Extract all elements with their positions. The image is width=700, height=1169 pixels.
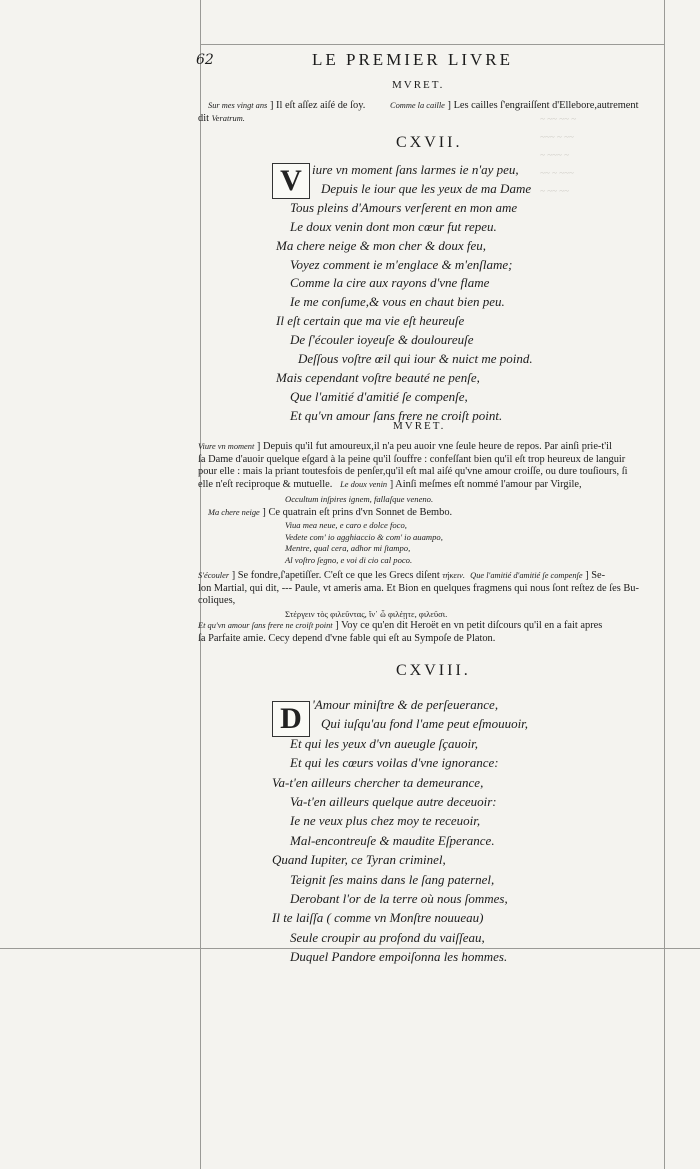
lemma: S'écouler [198, 571, 230, 580]
quotation [285, 520, 443, 566]
verse-line: Deſſous voſtre œil qui iour & nuict me poind. [298, 351, 533, 367]
verse-line: Derobant l'or de la terre où nous ſommes, [290, 891, 508, 907]
note-text: coliques, [198, 595, 236, 607]
verse-line: Il eſt certain que ma vie eſt heureuſe [276, 313, 465, 329]
verse-line: Ma chere neige & mon cher & doux feu, [276, 237, 486, 253]
ornamental-initial: V [272, 163, 310, 199]
verse-line: Seule croupir au profond du vaiſſeau, [290, 929, 485, 945]
quote-line: Mentre, qual cera, adhor mi ſtampo, [285, 543, 411, 554]
quote-line: Viua mea neue, e caro e dolce foco, [285, 520, 407, 530]
verse-line: Va-t'en ailleurs quelque autre deceuoir: [290, 794, 497, 810]
commentary-heading: MVRET. [393, 420, 446, 432]
page-frame-top [200, 44, 664, 45]
note-text: elle n'eſt reciproque & mutuelle. [198, 479, 333, 491]
lemma: Le doux venin [340, 480, 388, 490]
running-head: LE PREMIER LIVRE [312, 50, 513, 69]
note-text: ] Se- [585, 570, 606, 581]
sonnet-verse [272, 695, 529, 967]
verse-line: Voyez comment ie m'englace & m'enſlame; [290, 256, 513, 272]
note-text: dit [198, 113, 209, 124]
show-through-marks: ~ ~~ ~~ ~ ~~~ ~ ~~ ~ ~~~ ~ ~~ ~ ~~~ ~ ~~ ~~ [540, 114, 576, 196]
verse-line: Mais cependant voſtre beauté ne penſe, [276, 369, 480, 385]
commentary-heading: MVRET. [392, 79, 445, 91]
verse-line: Qui iuſqu'au fond l'ame peut eſmouuoir, [321, 716, 529, 732]
greek-quotation: Στέργειν τὸς φιλεῦντας, ἵν᾽ ὦ φιλέῃτε, φιλεῦσι. [285, 609, 448, 619]
verse-line: Et qu'vn amour ſans frere ne croiſt point. [290, 407, 503, 423]
greek-word: τήκειν. [442, 571, 465, 580]
verse-line: Et qui les cœurs voilas d'vne ignorance: [290, 755, 499, 771]
page-number: 62 [196, 52, 214, 68]
lemma: Sur mes vingt ans [208, 101, 268, 110]
sonnet-number: CXVIII. [396, 662, 471, 679]
verse-line: Mal-encontreuſe & maudite Eſperance. [290, 832, 495, 848]
note-text: ] Il eſt aſſez aiſé de ſoy. [269, 100, 366, 111]
verse-line: Tous pleins d'Amours verſerent en mon ame [290, 199, 518, 215]
note-text: pour elle : mais la priant toutesfois de penſer,qu'il eſt mal aiſé qu'vne amour croiſſe, ou dure touſiours, ſi [198, 466, 628, 478]
note-text: ] Se fondre,ſ'apetiſſer. C'eſt ce que les Grecs diſent [231, 570, 440, 581]
lemma: Viure vn moment [198, 442, 255, 451]
quotation: Occultum inſpires ignem, fallaſque veneno. [285, 494, 434, 504]
sonnet-number: CXVII. [396, 134, 463, 151]
verse-line: Ie ne veux plus chez moy te receuoir, [290, 813, 481, 829]
note-text: ] Ainſi meſmes eſt nommé l'amour par Virgile, [389, 479, 582, 491]
commentary-paragraph [198, 620, 602, 645]
sonnet-verse [276, 161, 533, 426]
lemma: Ma chere neige [208, 508, 260, 517]
verse-line: Comme la cire aux rayons d'vne flame [290, 275, 490, 291]
verse-line: 'Amour miniſtre & de perſeuerance, [312, 697, 499, 712]
verse-line: Et qui les yeux d'vn aueugle ſçauoir, [290, 735, 478, 751]
note-text: ] Les cailles ſ'engraiſſent d'Ellebore,autrement [447, 100, 639, 111]
note-text: ] Voy ce qu'en dit Heroët en vn petit diſcours qu'il en a fait apres [335, 620, 603, 631]
verse-line: iure vn moment ſans larmes ie n'ay peu, [312, 162, 519, 177]
verse-line: Que l'amitié d'amitié ſe compenſe, [290, 388, 468, 404]
verse-line: Il te laiſſa ( comme vn Monſtre nouueau) [272, 910, 484, 926]
commentary-line [390, 100, 639, 113]
verse-line: Duquel Pandore empoiſonna les hommes. [290, 949, 508, 965]
commentary-paragraph [198, 441, 668, 492]
verse-line: Depuis le iour que les yeux de ma Dame [321, 180, 532, 196]
verse-line: Va-t'en ailleurs chercher ta demeurance, [272, 774, 484, 790]
verse-line: Quand Iupiter, ce Tyran criminel, [272, 852, 446, 868]
commentary-paragraph [208, 507, 452, 520]
note-text: ] Ce quatrain eſt prins d'vn Sonnet de Bembo. [262, 507, 453, 518]
note-text: lon Martial, qui dit, --- Paule, vt ameris ama. Et Bion en quelques fragmens qui nous ſont reſtez de ſes Bu- [198, 582, 639, 594]
quote-line: Vedete com' io agghiaccio & com' io auampo, [285, 531, 443, 542]
verse-line: Le doux venin dont mon cœur fut repeu. [290, 218, 497, 234]
verse-line: Ie me conſume,& vous en chaut bien peu. [290, 294, 505, 310]
lemma: Comme la caille [390, 101, 445, 110]
lemma: Que l'amitié d'amitié ſe compenſe [470, 571, 583, 580]
lemma: Et qu'vn amour ſans frere ne croiſt point [198, 621, 333, 630]
verse-line: De ſ'écouler ioyeuſe & douloureuſe [290, 332, 474, 348]
commentary-line [208, 100, 365, 113]
commentary-line [198, 113, 245, 126]
note-text: ] Depuis qu'il fut amoureux,il n'a peu auoir vne ſeule heure de repos. Par ainſi prie-t'il [256, 441, 612, 452]
ornamental-initial: D [272, 701, 310, 737]
page-frame-right [664, 0, 665, 1169]
note-text: ſa Parfaite amie. Cecy depend d'vne fable qui eſt au Sympoſe de Platon. [198, 632, 496, 644]
verse-line: Teignit ſes mains dans le ſang paternel, [290, 871, 495, 887]
commentary-paragraph [198, 570, 639, 608]
note-text: ſa Dame d'auoir quelque eſgard à la peine qu'il ſouffre : confeſſant bien qu'il eſt trop heureux de languir [198, 453, 626, 465]
quote-line: Al voſtro ſegno, e voi di cio cal poco. [285, 554, 413, 565]
lemma: Veratrum. [211, 114, 245, 123]
